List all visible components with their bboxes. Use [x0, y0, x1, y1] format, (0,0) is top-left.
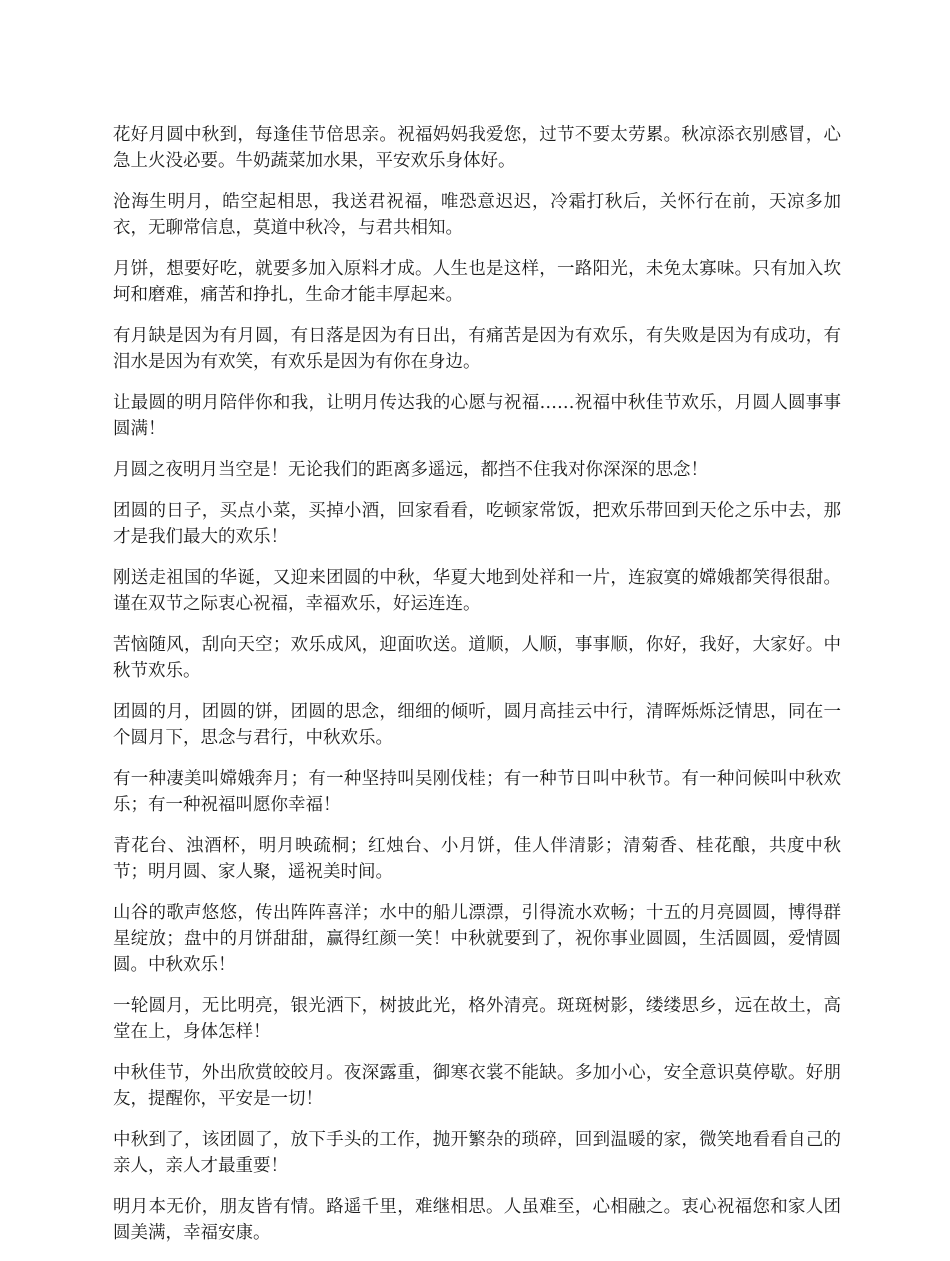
paragraph: 中秋佳节，外出欣赏皎皎月。夜深露重，御寒衣裳不能缺。多加小心，安全意识莫停歇。好朋友，提醒你，平安是一切！ [113, 1063, 841, 1109]
paragraph: 中秋到了，该团圆了，放下手头的工作，抛开繁杂的琐碎，回到温暖的家，微笑地看看自己的亲人，亲人才最重要！ [113, 1130, 841, 1176]
paragraph: 青花台、浊酒杯，明月映疏桐；红烛台、小月饼，佳人伴清影；清菊香、桂花酿，共度中秋节；明月圆、家人聚，遥祝美时间。 [113, 836, 841, 882]
paragraph: 月饼，想要好吃，就要多加入原料才成。人生也是这样，一路阳光，未免太寡味。只有加入坎坷和磨难，痛苦和挣扎，生命才能丰厚起来。 [113, 259, 841, 305]
document-page [113, 122, 841, 1261]
paragraph: 花好月圆中秋到，每逢佳节倍思亲。祝福妈妈我爱您，过节不要太劳累。秋凉添衣别感冒，心急上火没必要。牛奶蔬菜加水果，平安欢乐身体好。 [113, 125, 841, 171]
paragraph: 团圆的日子，买点小菜，买掉小酒，回家看看，吃顿家常饭，把欢乐带回到天伦之乐中去，那才是我们最大的欢乐！ [113, 501, 841, 547]
paragraph: 沧海生明月，皓空起相思，我送君祝福，唯恐意迟迟，冷霜打秋后，关怀行在前，天凉多加衣，无聊常信息，莫道中秋冷，与君共相知。 [113, 192, 841, 238]
paragraph: 明月本无价，朋友皆有情。路遥千里，难继相思。人虽难至，心相融之。衷心祝福您和家人团圆美满，幸福安康。 [113, 1197, 841, 1243]
paragraph: 团圆的月，团圆的饼，团圆的思念，细细的倾听，圆月高挂云中行，清晖烁烁泛情思，同在一个圆月下，思念与君行，中秋欢乐。 [113, 702, 841, 748]
paragraph: 有一种凄美叫嫦娥奔月；有一种坚持叫吴刚伐桂；有一种节日叫中秋节。有一种问候叫中秋欢乐；有一种祝福叫愿你幸福！ [113, 769, 841, 815]
paragraph: 苦恼随风，刮向天空；欢乐成风，迎面吹送。道顺，人顺，事事顺，你好，我好，大家好。中秋节欢乐。 [113, 635, 841, 681]
paragraph: 有月缺是因为有月圆，有日落是因为有日出，有痛苦是因为有欢乐，有失败是因为有成功，有泪水是因为有欢笑，有欢乐是因为有你在身边。 [113, 326, 841, 372]
paragraph: 山谷的歌声悠悠，传出阵阵喜洋；水中的船儿漂漂，引得流水欢畅；十五的月亮圆圆，博得群星绽放；盘中的月饼甜甜，赢得红颜一笑！中秋就要到了，祝你事业圆圆，生活圆圆，爱情圆圆。中秋欢乐！ [113, 903, 841, 975]
paragraph: 月圆之夜明月当空是！无论我们的距离多遥远，都挡不住我对你深深的思念！ [113, 460, 708, 480]
paragraph: 一轮圆月，无比明亮，银光洒下，树披此光，格外清亮。斑斑树影，缕缕思乡，远在故土，高堂在上，身体怎样！ [113, 996, 841, 1042]
paragraph: 刚送走祖国的华诞，又迎来团圆的中秋，华夏大地到处祥和一片，连寂寞的嫦娥都笑得很甜。谨在双节之际衷心祝福，幸福欢乐，好运连连。 [113, 568, 841, 614]
paragraph: 让最圆的明月陪伴你和我，让明月传达我的心愿与祝福……祝福中秋佳节欢乐，月圆人圆事事圆满！ [113, 393, 841, 439]
